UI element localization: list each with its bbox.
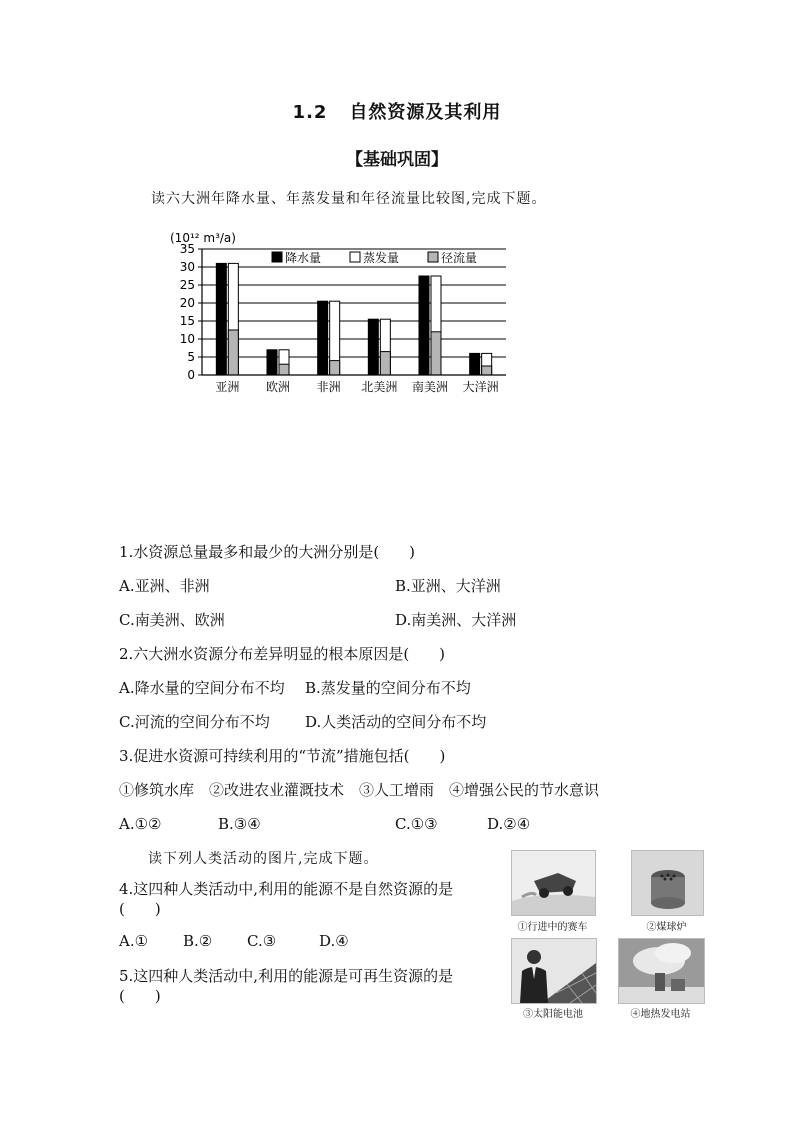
- q4-stem-blank: ( ): [119, 900, 161, 918]
- q3-stem: 3.促进水资源可持续利用的“节流”措施包括( ): [119, 747, 446, 765]
- x-tick-label: 非洲: [316, 380, 341, 394]
- bar-precipitation: [470, 353, 480, 375]
- q1-option-d[interactable]: D.南美洲、大洋洲: [395, 611, 517, 629]
- q1-option-b[interactable]: B.亚洲、大洋洲: [395, 577, 501, 595]
- q4-option-a[interactable]: A.①: [119, 932, 149, 950]
- bar-precipitation: [318, 301, 328, 375]
- q4-option-b[interactable]: B.②: [183, 932, 213, 950]
- legend-swatch: [350, 252, 360, 262]
- intro-text-2: 读下列人类活动的图片,完成下题。: [148, 851, 379, 867]
- intro-text-1: 读六大洲年降水量、年蒸发量和年径流量比较图,完成下题。: [151, 191, 547, 207]
- q2-stem: 2.六大洲水资源分布差异明显的根本原因是( ): [119, 645, 446, 663]
- q3-items: ①修筑水库 ②改进农业灌溉技术 ③人工增雨 ④增强公民的节水意识: [119, 781, 600, 799]
- photo-caption-1: ①行进中的赛车: [517, 922, 588, 933]
- q3-option-b[interactable]: B.③④: [218, 815, 261, 833]
- bar-precipitation: [267, 350, 277, 375]
- x-tick-label: 北美洲: [361, 380, 398, 394]
- q1-option-a[interactable]: A.亚洲、非洲: [119, 577, 210, 595]
- legend-label: 降水量: [285, 251, 322, 265]
- bar-precipitation: [419, 276, 429, 375]
- q4-option-c[interactable]: C.③: [247, 932, 277, 950]
- y-tick-label: 5: [187, 350, 195, 364]
- legend-label: 蒸发量: [363, 251, 400, 265]
- q3-option-d[interactable]: D.②④: [487, 815, 531, 833]
- section-heading: 【基础巩固】: [346, 150, 448, 170]
- bar-runoff: [330, 361, 340, 375]
- legend-swatch: [272, 252, 282, 262]
- x-tick-label: 亚洲: [215, 380, 240, 394]
- photo-caption-4: ④地热发电站: [630, 1009, 691, 1020]
- y-tick-label: 0: [187, 368, 195, 382]
- race-car-photo: [511, 850, 596, 916]
- y-tick-label: 20: [179, 296, 195, 310]
- bar-runoff: [482, 366, 492, 375]
- q4-stem: 4.这四种人类活动中,利用的能源不是自然资源的是: [119, 880, 454, 898]
- x-tick-label: 欧洲: [265, 380, 291, 394]
- page-title: 1.2 自然资源及其利用: [292, 102, 502, 123]
- bar-precipitation: [368, 319, 378, 375]
- legend-swatch: [428, 252, 438, 262]
- y-tick-label: 30: [179, 260, 195, 274]
- photo-caption-3: ③太阳能电池: [523, 1009, 583, 1020]
- q5-stem-blank: ( ): [119, 987, 161, 1005]
- bar-runoff: [279, 364, 289, 375]
- q2-option-a[interactable]: A.降水量的空间分布不均: [119, 679, 285, 697]
- water-chart: [160, 225, 510, 400]
- q1-stem: 1.水资源总量最多和最少的大洲分别是( ): [119, 543, 416, 561]
- coal-stove-photo: [631, 850, 704, 916]
- bar-runoff: [431, 332, 441, 375]
- x-tick-label: 南美洲: [411, 380, 449, 394]
- q5-stem: 5.这四种人类活动中,利用的能源是可再生资源的是: [119, 967, 454, 985]
- bar-runoff: [228, 330, 238, 375]
- bar-runoff: [380, 352, 390, 375]
- q3-option-a[interactable]: A.①②: [119, 815, 162, 833]
- photo-caption-2: ②煤球炉: [646, 922, 687, 933]
- q2-option-c[interactable]: C.河流的空间分布不均: [119, 713, 270, 731]
- y-tick-label: 35: [179, 242, 195, 256]
- q3-option-c[interactable]: C.①③: [395, 815, 438, 833]
- q2-option-b[interactable]: B.蒸发量的空间分布不均: [305, 679, 471, 697]
- y-tick-label: 15: [179, 314, 195, 328]
- x-tick-label: 大洋洲: [462, 380, 499, 394]
- solar-panel-photo: [511, 938, 597, 1004]
- geothermal-plant-photo: [618, 938, 705, 1004]
- legend-label: 径流量: [441, 251, 478, 265]
- q4-option-d[interactable]: D.④: [319, 932, 349, 950]
- chart-unit-label: (10¹² m³/a): [170, 231, 236, 245]
- q2-option-d[interactable]: D.人类活动的空间分布不均: [305, 713, 487, 731]
- y-tick-label: 10: [179, 332, 195, 346]
- y-tick-label: 25: [179, 278, 195, 292]
- q1-option-c[interactable]: C.南美洲、欧洲: [119, 611, 225, 629]
- bar-precipitation: [216, 263, 226, 375]
